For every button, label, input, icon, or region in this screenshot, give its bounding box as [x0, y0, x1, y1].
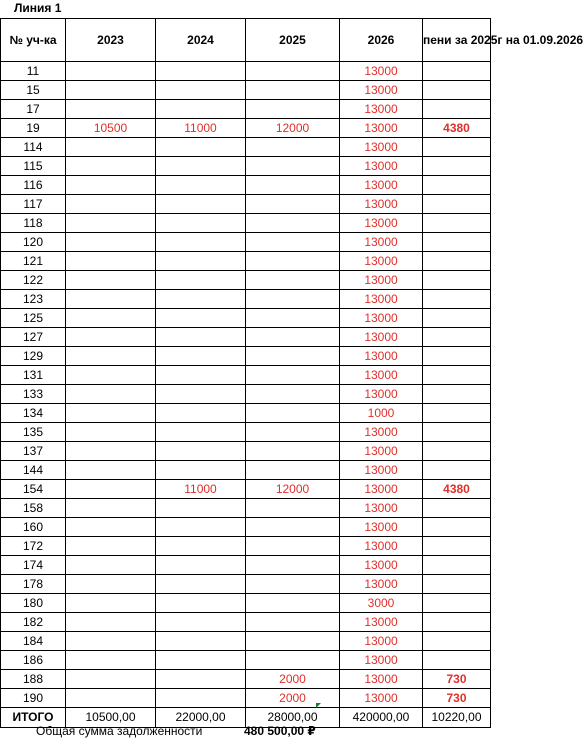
cell-plot[interactable]: 115 [1, 157, 66, 176]
cell-2025[interactable] [246, 176, 340, 195]
header-row [1, 19, 491, 62]
cell-penalty[interactable] [423, 309, 491, 328]
table-row [1, 195, 491, 214]
cell-2026[interactable]: 13000 [340, 176, 423, 195]
cell-2023[interactable] [66, 651, 156, 670]
cell-plot[interactable]: 174 [1, 556, 66, 575]
cell-2024[interactable] [156, 347, 246, 366]
total-2023[interactable]: 10500,00 [66, 708, 156, 728]
cell-penalty[interactable] [423, 233, 491, 252]
cell-plot[interactable]: 184 [1, 632, 66, 651]
total-debt-sum[interactable]: 480 500,00 ₽ [244, 724, 316, 738]
cell-penalty[interactable] [423, 461, 491, 480]
cell-2024[interactable] [156, 252, 246, 271]
cell-penalty[interactable] [423, 214, 491, 233]
cell-2024[interactable] [156, 461, 246, 480]
cell-2024[interactable] [156, 423, 246, 442]
table-row [1, 176, 491, 195]
cell-2026[interactable]: 13000 [340, 423, 423, 442]
table-row [1, 138, 491, 157]
cell-2026[interactable]: 13000 [340, 613, 423, 632]
cell-2026[interactable]: 13000 [340, 518, 423, 537]
cell-2026[interactable]: 13000 [340, 575, 423, 594]
cell-2025[interactable] [246, 290, 340, 309]
cell-2025[interactable] [246, 575, 340, 594]
cell-2026[interactable]: 13000 [340, 271, 423, 290]
cell-2025[interactable] [246, 366, 340, 385]
cell-penalty[interactable] [423, 157, 491, 176]
cell-2025[interactable] [246, 138, 340, 157]
table-row [1, 214, 491, 233]
cell-plot[interactable]: 135 [1, 423, 66, 442]
cell-2026[interactable]: 13000 [340, 252, 423, 271]
cell-penalty[interactable] [423, 290, 491, 309]
cell-2024[interactable] [156, 594, 246, 613]
cell-plot[interactable]: 117 [1, 195, 66, 214]
table-row [1, 461, 491, 480]
table-row [1, 613, 491, 632]
cell-2025[interactable] [246, 594, 340, 613]
cell-penalty[interactable] [423, 613, 491, 632]
cell-2024[interactable] [156, 81, 246, 100]
cell-2023[interactable] [66, 328, 156, 347]
cell-2023[interactable] [66, 195, 156, 214]
cell-2024[interactable] [156, 613, 246, 632]
table-row [1, 290, 491, 309]
cell-2025[interactable] [246, 518, 340, 537]
cell-2026[interactable]: 13000 [340, 385, 423, 404]
cell-2026[interactable]: 13000 [340, 328, 423, 347]
cell-2023[interactable]: 10500 [66, 119, 156, 138]
cell-penalty[interactable] [423, 328, 491, 347]
cell-2023[interactable] [66, 81, 156, 100]
cell-2025[interactable] [246, 537, 340, 556]
cell-2026[interactable]: 13000 [340, 119, 423, 138]
cell-2023[interactable] [66, 252, 156, 271]
table-row [1, 119, 491, 138]
cell-2024[interactable] [156, 385, 246, 404]
table-row [1, 594, 491, 613]
cell-plot[interactable]: 182 [1, 613, 66, 632]
cell-plot[interactable]: 186 [1, 651, 66, 670]
cell-2025[interactable] [246, 309, 340, 328]
cell-2025[interactable] [246, 195, 340, 214]
cell-2026[interactable]: 13000 [340, 81, 423, 100]
cell-2025[interactable] [246, 81, 340, 100]
cell-2025[interactable] [246, 423, 340, 442]
table-row [1, 556, 491, 575]
cell-2024[interactable] [156, 271, 246, 290]
cell-2026[interactable]: 3000 [340, 594, 423, 613]
cell-2026[interactable]: 13000 [340, 347, 423, 366]
cell-2026[interactable]: 13000 [340, 366, 423, 385]
cell-2024[interactable] [156, 157, 246, 176]
cell-penalty[interactable] [423, 100, 491, 119]
cell-2024[interactable] [156, 404, 246, 423]
cell-2025[interactable] [246, 613, 340, 632]
cell-2024[interactable] [156, 328, 246, 347]
cell-2023[interactable] [66, 157, 156, 176]
cell-2024[interactable] [156, 214, 246, 233]
cell-2023[interactable] [66, 347, 156, 366]
cell-2026[interactable]: 1000 [340, 404, 423, 423]
cell-2023[interactable] [66, 518, 156, 537]
cell-2025[interactable] [246, 556, 340, 575]
cell-penalty[interactable] [423, 366, 491, 385]
cell-2026[interactable]: 13000 [340, 309, 423, 328]
cell-2023[interactable] [66, 385, 156, 404]
cell-plot[interactable]: 123 [1, 290, 66, 309]
cell-plot[interactable]: 15 [1, 81, 66, 100]
cell-2026[interactable]: 13000 [340, 670, 423, 689]
cell-2024[interactable] [156, 176, 246, 195]
cell-2025[interactable] [246, 157, 340, 176]
table-row [1, 385, 491, 404]
header-plot[interactable]: № уч-ка [1, 19, 66, 62]
cell-penalty[interactable] [423, 347, 491, 366]
cell-plot[interactable]: 144 [1, 461, 66, 480]
cell-plot[interactable]: 125 [1, 309, 66, 328]
sheet-title: Линия 1 [14, 1, 62, 15]
cell-2025[interactable] [246, 461, 340, 480]
cell-2023[interactable] [66, 670, 156, 689]
cell-2026[interactable]: 13000 [340, 499, 423, 518]
cell-2025[interactable] [246, 252, 340, 271]
header-2025[interactable]: 2025 [246, 19, 340, 62]
cell-plot[interactable]: 172 [1, 537, 66, 556]
cell-2023[interactable] [66, 556, 156, 575]
cell-2026[interactable]: 13000 [340, 689, 423, 708]
cell-plot[interactable]: 129 [1, 347, 66, 366]
cell-2025[interactable] [246, 442, 340, 461]
cell-plot[interactable]: 19 [1, 119, 66, 138]
cell-2025[interactable]: 2000 [246, 689, 340, 708]
cell-plot[interactable]: 178 [1, 575, 66, 594]
cell-2025[interactable]: 12000 [246, 480, 340, 499]
debt-table [0, 18, 583, 728]
cell-penalty[interactable]: 730 [423, 670, 491, 689]
table-row [1, 670, 491, 689]
cell-plot[interactable]: 17 [1, 100, 66, 119]
table-row [1, 632, 491, 651]
header-penalty[interactable]: пени за 2025г на 01.09.2026 [423, 19, 491, 62]
cell-2026[interactable]: 13000 [340, 138, 423, 157]
cell-penalty[interactable] [423, 442, 491, 461]
total-2024[interactable]: 22000,00 [156, 708, 246, 728]
table-row [1, 651, 491, 670]
cell-2024[interactable] [156, 290, 246, 309]
cell-2024[interactable] [156, 309, 246, 328]
cell-2026[interactable]: 13000 [340, 461, 423, 480]
cell-penalty[interactable] [423, 651, 491, 670]
cell-plot[interactable]: 118 [1, 214, 66, 233]
cell-2023[interactable] [66, 404, 156, 423]
total-penalty[interactable]: 10220,00 [423, 708, 491, 728]
cell-2026[interactable]: 13000 [340, 100, 423, 119]
cell-2023[interactable] [66, 366, 156, 385]
cell-2026[interactable]: 13000 [340, 157, 423, 176]
total-2026[interactable]: 420000,00 [340, 708, 423, 728]
cell-2024[interactable] [156, 195, 246, 214]
cell-penalty[interactable] [423, 138, 491, 157]
table-row [1, 423, 491, 442]
cell-2024[interactable] [156, 575, 246, 594]
cell-penalty[interactable] [423, 385, 491, 404]
cell-2023[interactable] [66, 613, 156, 632]
cell-penalty[interactable] [423, 404, 491, 423]
cell-2025[interactable] [246, 499, 340, 518]
cell-2026[interactable]: 13000 [340, 442, 423, 461]
cell-plot[interactable]: 116 [1, 176, 66, 195]
table-row [1, 499, 491, 518]
table-row [1, 575, 491, 594]
cell-penalty[interactable] [423, 518, 491, 537]
cell-2023[interactable] [66, 575, 156, 594]
table-row [1, 100, 491, 119]
total-2025[interactable]: 28000,00 [246, 708, 340, 728]
cell-2023[interactable] [66, 290, 156, 309]
cell-plot[interactable]: 160 [1, 518, 66, 537]
cell-penalty[interactable] [423, 252, 491, 271]
cell-2026[interactable]: 13000 [340, 195, 423, 214]
cell-2025[interactable] [246, 328, 340, 347]
cell-plot[interactable]: 122 [1, 271, 66, 290]
cell-penalty[interactable] [423, 575, 491, 594]
cell-penalty[interactable] [423, 195, 491, 214]
cell-2025[interactable]: 2000 [246, 670, 340, 689]
cell-2023[interactable] [66, 632, 156, 651]
cell-2024[interactable] [156, 233, 246, 252]
footer-row [0, 723, 471, 740]
cell-2026[interactable]: 13000 [340, 537, 423, 556]
table-row [1, 347, 491, 366]
cell-plot[interactable]: 188 [1, 670, 66, 689]
cell-comment-marker-icon [316, 703, 321, 708]
cell-2024[interactable] [156, 670, 246, 689]
cell-2025[interactable] [246, 100, 340, 119]
cell-plot[interactable]: 131 [1, 366, 66, 385]
cell-2023[interactable] [66, 480, 156, 499]
cell-plot[interactable]: 154 [1, 480, 66, 499]
cell-2023[interactable] [66, 100, 156, 119]
cell-2023[interactable] [66, 594, 156, 613]
cell-2024[interactable] [156, 518, 246, 537]
cell-penalty[interactable] [423, 594, 491, 613]
cell-2025[interactable]: 12000 [246, 119, 340, 138]
cell-2026[interactable]: 13000 [340, 480, 423, 499]
table-row [1, 480, 491, 499]
cell-penalty[interactable] [423, 423, 491, 442]
cell-2025[interactable] [246, 385, 340, 404]
cell-plot[interactable]: 158 [1, 499, 66, 518]
cell-2024[interactable]: 11000 [156, 119, 246, 138]
table-row [1, 81, 491, 100]
header-2023[interactable]: 2023 [66, 19, 156, 62]
cell-plot[interactable]: 137 [1, 442, 66, 461]
cell-penalty[interactable] [423, 62, 491, 81]
cell-penalty[interactable] [423, 499, 491, 518]
cell-plot[interactable]: 120 [1, 233, 66, 252]
cell-2024[interactable] [156, 366, 246, 385]
cell-plot[interactable]: 114 [1, 138, 66, 157]
cell-penalty[interactable] [423, 632, 491, 651]
table-row [1, 689, 491, 708]
cell-2024[interactable] [156, 62, 246, 81]
cell-penalty[interactable] [423, 556, 491, 575]
cell-2025[interactable] [246, 271, 340, 290]
table-row [1, 233, 491, 252]
cell-2026[interactable]: 13000 [340, 632, 423, 651]
table-row [1, 271, 491, 290]
cell-2025[interactable] [246, 214, 340, 233]
cell-2024[interactable] [156, 138, 246, 157]
title-row [0, 0, 471, 18]
table-row [1, 328, 491, 347]
table-row [1, 404, 491, 423]
header-2026[interactable]: 2026 [340, 19, 423, 62]
totals-label[interactable]: ИТОГО [1, 708, 66, 728]
cell-penalty[interactable]: 4380 [423, 119, 491, 138]
cell-penalty[interactable] [423, 81, 491, 100]
cell-plot[interactable]: 11 [1, 62, 66, 81]
cell-plot[interactable]: 134 [1, 404, 66, 423]
cell-2023[interactable] [66, 214, 156, 233]
cell-2023[interactable] [66, 309, 156, 328]
cell-2024[interactable] [156, 556, 246, 575]
cell-2024[interactable] [156, 537, 246, 556]
cell-2026[interactable]: 13000 [340, 290, 423, 309]
table-row [1, 62, 491, 81]
cell-2024[interactable]: 11000 [156, 480, 246, 499]
cell-plot[interactable]: 190 [1, 689, 66, 708]
cell-2024[interactable] [156, 100, 246, 119]
cell-2026[interactable]: 13000 [340, 62, 423, 81]
cell-2023[interactable] [66, 423, 156, 442]
table-row [1, 309, 491, 328]
cell-plot[interactable]: 121 [1, 252, 66, 271]
total-debt-label: Общая сумма задолженности [36, 724, 203, 738]
cell-2026[interactable]: 13000 [340, 556, 423, 575]
table-row [1, 366, 491, 385]
cell-2023[interactable] [66, 233, 156, 252]
cell-2024[interactable] [156, 499, 246, 518]
cell-2023[interactable] [66, 271, 156, 290]
table-row [1, 442, 491, 461]
table-row [1, 252, 491, 271]
header-2024[interactable]: 2024 [156, 19, 246, 62]
cell-2025[interactable] [246, 62, 340, 81]
cell-2023[interactable] [66, 442, 156, 461]
cell-2025[interactable] [246, 233, 340, 252]
cell-2023[interactable] [66, 138, 156, 157]
cell-2023[interactable] [66, 62, 156, 81]
cell-2026[interactable]: 13000 [340, 214, 423, 233]
cell-2023[interactable] [66, 461, 156, 480]
cell-2023[interactable] [66, 537, 156, 556]
cell-2023[interactable] [66, 499, 156, 518]
cell-penalty[interactable]: 4380 [423, 480, 491, 499]
cell-plot[interactable]: 180 [1, 594, 66, 613]
cell-2023[interactable] [66, 689, 156, 708]
cell-2024[interactable] [156, 651, 246, 670]
cell-2026[interactable]: 13000 [340, 233, 423, 252]
cell-2024[interactable] [156, 632, 246, 651]
table-row [1, 537, 491, 556]
cell-2025[interactable] [246, 651, 340, 670]
cell-2023[interactable] [66, 176, 156, 195]
cell-penalty[interactable] [423, 537, 491, 556]
cell-penalty[interactable] [423, 271, 491, 290]
cell-plot[interactable]: 133 [1, 385, 66, 404]
table-row [1, 157, 491, 176]
cell-2025[interactable] [246, 347, 340, 366]
cell-2026[interactable]: 13000 [340, 651, 423, 670]
cell-plot[interactable]: 127 [1, 328, 66, 347]
cell-penalty[interactable]: 730 [423, 689, 491, 708]
cell-2024[interactable] [156, 689, 246, 708]
table-row [1, 518, 491, 537]
cell-2025[interactable] [246, 404, 340, 423]
cell-2025[interactable] [246, 632, 340, 651]
cell-2024[interactable] [156, 442, 246, 461]
cell-penalty[interactable] [423, 176, 491, 195]
